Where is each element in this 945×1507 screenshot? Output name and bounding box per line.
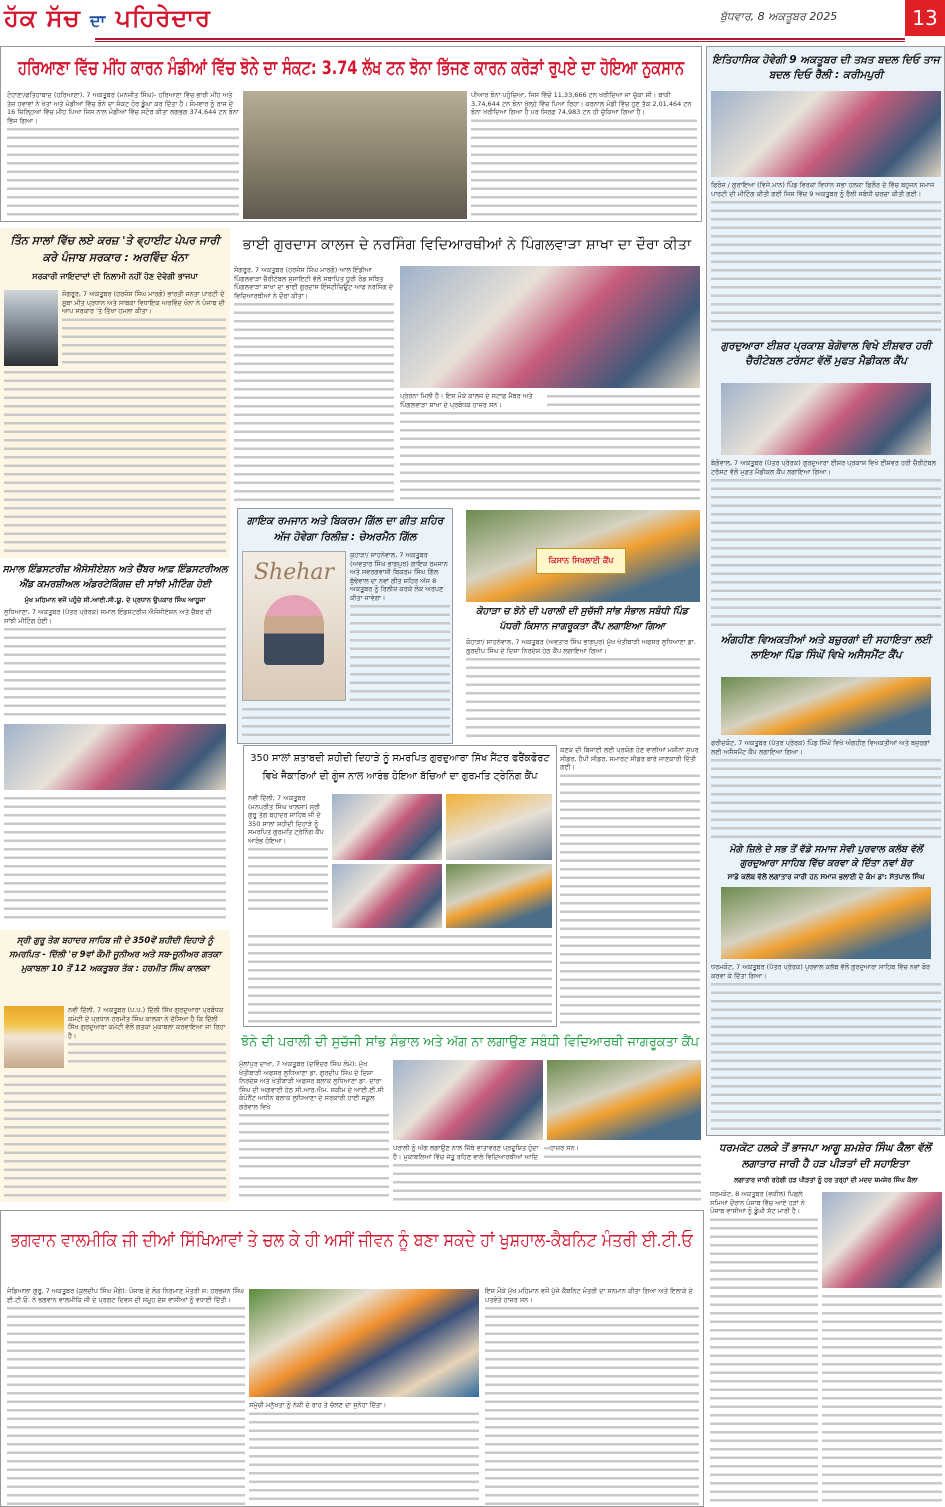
- headline: ਅੰਗਹੀਣ ਵਿਅਕਤੀਆਂ ਅਤੇ ਬਜ਼ੁਰਗਾਂ ਦੀ ਸਹਾਇਤਾ ਲਈ ਲਾਇਆ ਪਿੰਡ ਸਿੰਘੋਂ ਵਿਖੇ ਅਸੈਸਮੈਂਟ ਕੈਂਪ: [720, 634, 932, 661]
- article-body: [7, 91, 239, 219]
- article-lead-text: ਨਵੀਂ ਦਿੱਲੀ, 7 ਅਕਤੂਬਰ (ਪ.ਪ.) ਦਿੱਲੀ ਸਿੱਖ ਗੁਰਦੁਆਰਾ ਪ੍ਰਬੰਧਕ ਕਮੇਟੀ ਦੇ ਪ੍ਰਧਾਨ ਹਰਮੀਤ ਸਿੰਘ ਕਾਲਕਾ ਨੇ ਦੱਸਿਆ ਹੈ ਕਿ ਦਿੱਲੀ ਸਿੱਖ ਗੁਰਦੁਆਰਾ ਕਮੇਟੀ ਵੱਲੋਂ ਗਤਕਾ ਮੁਕਾਬਲਾ ਕਰਵਾਇਆ ਜਾ ਰਿਹਾ ਹੈ।: [68, 1006, 226, 1040]
- article-body-texture: [4, 368, 226, 554]
- article-body: [711, 739, 941, 839]
- article-body: [4, 608, 226, 720]
- article-khanna: [0, 228, 230, 558]
- headline: ਮੋਗੇ ਜ਼ਿਲੇ ਦੇ ਸਭ ਤੋਂ ਵੱਡੇ ਸਮਾਜ ਸੇਵੀ ਪੁਰਵਾਲ ਕਲੱਬ ਵੱਲੋਂ ਗੁਰਦੁਆਰਾ ਸਾਹਿਬ ਵਿੱਚ ਕਰਵਾ ਕੇ ਦਿੱਤਾ ਨਵਾਂ ਬੋਰ: [729, 844, 923, 869]
- article-body: [471, 91, 697, 219]
- headline: ਸਮਾਲ ਇੰਡਸਟਰੀਜ਼ ਐਸੋਸੀਏਸ਼ਨ ਅਤੇ ਚੈਂਬਰ ਆਫ਼ ਇੰਡਸਟਰੀਅਲ ਐਂਡ ਕਮਰਸ਼ੀਅਲ ਅੰਡਰਟੇਕਿੰਗਜ਼ ਦੀ ਸਾਂਝੀ ਮੀਟਿੰਗ ਹੋਈ: [2, 564, 228, 590]
- photo-kisan-camp: [466, 510, 700, 602]
- article-lead-text: ਫਰੀਦਕੋਟ, 7 ਅਕਤੂਬਰ (ਪੱਤਰ ਪ੍ਰੇਰਕ) ਪਿੰਡ ਸਿੰਘੋਂ ਵਿਖੇ ਅੰਗਹੀਣ ਵਿਅਕਤੀਆਂ ਅਤੇ ਬਜ਼ੁਰਗਾਂ ਲਈ ਅਸੈਸਮੈਂਟ ਕੈਂਪ ਲਗਾਇਆ ਗਿਆ।: [711, 739, 941, 756]
- headline: ਧਰਮਕੋਟ ਹਲਕੇ ਤੋਂ ਭਾਜਪਾ ਆਗੂ ਸ਼ਮਸ਼ੇਰ ਸਿੰਘ ਕੈਲਾ ਵੱਲੋਂ ਲਗਾਤਾਰ ਜਾਰੀ ਹੈ ਹੜ ਪੀੜਤਾਂ ਦੀ ਸਹਾਇਤਾ: [719, 1142, 931, 1170]
- headline: 350 ਸਾਲਾਂ ਸ਼ਤਾਬਦੀ ਸ਼ਹੀਦੀ ਦਿਹਾੜੇ ਨੂੰ ਸਮਰਪਿਤ ਗੁਰਦੁਆਰਾ ਸਿੱਖ ਸੈਂਟਰ ਫਰੈਂਕਫੋਰਟ ਵਿਖੇ ਜੈਕਾਰਿਆਂ ਦੀ ਗੂੰਜ ਨਾਲ ਆਰੰਭ ਹੋਇਆ ਬੱਚਿਆਂ ਦਾ ਗੁਰਮਤਿ ਟ੍ਰੇਨਿੰਗ ਕੈਂਪ: [250, 753, 550, 782]
- photo-camp-stage: [332, 794, 442, 860]
- headline: ਗਾਇਕ ਰਮਜਾਨ ਅਤੇ ਬਿਕਰਮ ਗਿੱਲ ਦਾ ਗੀਤ ਸ਼ਹਿਰ ਅੱਜ ਹੋਵੇਗਾ ਰਿਲੀਜ਼ : ਚੇਅਰਮੈਨ ਗਿੱਲ: [246, 515, 444, 543]
- logo-text: ਹੱਕ ਸੱਚ: [4, 4, 81, 32]
- photo-club-members: [721, 887, 931, 959]
- subheadline: ਲਗਾਤਾਰ ਜਾਰੀ ਰਹੇਗੀ ਹੜ ਪੀੜਤਾਂ ਨੂੰ ਹਰ ਤਰ੍ਹਾਂ ਦੀ ਮਦਦ ਸ਼ਮਸ਼ੇਰ ਸਿੰਘ ਕੈਲਾ: [734, 1176, 918, 1184]
- headline: ਭਾਈ ਗੁਰਦਾਸ ਕਾਲਜ ਦੇ ਨਰਸਿੰਗ ਵਿਦਿਆਰਥੀਆਂ ਨੇ ਪਿੰਗਲਵਾੜਾ ਸ਼ਾਖਾ ਦਾ ਦੌਰਾ ਕੀਤਾ: [242, 237, 692, 253]
- masthead-divider: [95, 38, 905, 42]
- article-body: [239, 1060, 389, 1172]
- newspaper-logo: [4, 4, 211, 32]
- page-number: 13: [905, 0, 945, 36]
- article-body-texture: [4, 794, 226, 924]
- article-lead-text: ਇਸ ਮੌਕੇ ਮੁੱਖ ਮਹਿਮਾਨ ਵਜੋਂ ਪੁੱਜੇ ਕੈਬਨਿਟ ਮੰਤਰੀ ਦਾ ਸਨਮਾਨ ਕੀਤਾ ਗਿਆ ਅਤੇ ਇਲਾਕੇ ਦੇ ਪਤਵੰਤੇ ਹਾਜ਼ਰ ਸਨ।: [485, 1287, 699, 1304]
- masthead: [0, 0, 945, 44]
- singer-image: [264, 595, 324, 665]
- photo-children: [332, 864, 442, 928]
- subheadline: ਸਰਕਾਰੀ ਜਾਇਦਾਦਾਂ ਦੀ ਨਿਲਾਮੀ ਨਹੀਂ ਹੋਣ ਦੇਵੇਗੀ ਭਾਜਪਾ: [32, 272, 198, 281]
- article-lead-text: ਧਰਮਕੋਟ, 7 ਅਕਤੂਬਰ (ਪੱਤਰ ਪ੍ਰੇਰਕ) ਪੁਰਵਾਲ ਕਲੱਬ ਵੱਲੋਂ ਗੁਰਦੁਆਰਾ ਸਾਹਿਬ ਵਿੱਚ ਨਵਾਂ ਬੋਰ ਕਰਵਾ ਕੇ ਦਿੱਤਾ ਗਿਆ।: [711, 963, 941, 980]
- article-body: [248, 794, 328, 914]
- logo-text: ਪਹਿਰੇਦਾਰ: [115, 4, 211, 32]
- headline: ਗੁਰਦੁਆਰਾ ਈਸ਼ਰ ਪ੍ਰਕਾਸ਼ ਬੇਗੋਵਾਲ ਵਿਖੇ ਈਸ਼ਵਰ ਹਰੀ ਚੈਰੀਟੇਬਲ ਟਰੱਸਟ ਵੱਲੋਂ ਮੁਫਤ ਮੈਡੀਕਲ ਕੈਂਪ: [720, 340, 932, 367]
- photo-industries-meeting: [4, 724, 226, 790]
- photo-assessment-camp: [721, 677, 931, 735]
- article-lead-text: ਜੰਡਿਆਲਾ ਗੁਰੂ, 7 ਅਕਤੂਬਰ (ਕੁਲਦੀਪ ਸਿੰਘ ਮੌਂਗੇ): ਪੰਜਾਬ ਦੇ ਲੋਕ ਨਿਰਮਾਣ ਮੰਤਰੀ ਸ: ਹਰਭਜਨ ਸਿੰਘ ਈ.ਟੀ.ਓ. ਨੇ ਭਗਵਾਨ ਵਾਲਮੀਕਿ ਜੀ ਦੇ ਪ੍ਰਗਟ ਦਿਵਸ ਦੀ ਸਮੂਹ ਦੇਸ਼ ਵਾਸੀਆਂ ਨੂੰ ਵਧਾਈ ਦਿੱਤੀ।: [7, 1287, 244, 1304]
- article-lead-text: ਸੰਗਰੂਰ, 7 ਅਕਤੂਬਰ (ਹਰਜੰਸ ਸਿੰਘ ਮਾਰਗੋ) ਆਲ ਇੰਡੀਆ ਪਿੰਗਲਵਾੜਾ ਚੈਰੀਟੇਬਲ ਸੁਸਾਇਟੀ ਵੱਲੋਂ ਸਥਾਪਿਤ ਧੂਰੀ ਰੋਡ ਸਥਿਤ ਪਿੰਗਲਵਾੜਾ ਸ਼ਾਖਾ ਦਾ ਭਾਈ ਗੁਰਦਾਸ ਇੰਸਟੀਚਿਊਟ ਆਫ ਨਰਸਿੰਗ ਦੇ ਵਿਦਿਆਰਥੀਆਂ ਨੇ ਦੌਰਾ ਕੀਤਾ।: [234, 266, 394, 300]
- right-column: [706, 46, 945, 1136]
- article-lead-text: ਟੋਹਾਣਾ/ਫਤਿਹਾਬਾਦ (ਹਰਿਆਣਾ), 7 ਅਕਤੂਬਰ (ਮਨਜੀਤ ਸਿੰਘ)- ਹਰਿਆਣਾ ਵਿੱਚ ਭਾਰੀ ਮੀਂਹ ਅਤੇ ਤੇਜ਼ ਹਵਾਵਾਂ ਨੇ ਖੇਤਾਂ ਅਤੇ ਮੰਡੀਆਂ ਵਿੱਚ ਝੋਨੇ ਦਾ ਸੰਕਟ ਹੋਰ ਡੂੰਘਾ ਕਰ ਦਿੱਤਾ ਹੈ। ਸੋਮਵਾਰ ਨੂੰ ਰਾਜ ਦੇ 16 ਜ਼ਿਲ੍ਹਿਆਂ ਵਿੱਚ ਮੀਂਹ ਪਿਆ ਜਿਸ ਨਾਲ ਮੰਡੀਆਂ ਵਿੱਚ ਸਟੋਰ ਕੀਤਾ ਲਗਭਗ 374,644 ਟਨ ਝੋਨਾ ਭਿੱਜ ਗਿਆ।: [7, 91, 239, 125]
- article-lead-text: ਸੰਗਰੂਰ, 7 ਅਕਤੂਬਰ (ਹਰਜੰਸ ਸਿੰਘ ਮਾਰਗੋ) ਭਾਰਤੀ ਜਨਤਾ ਪਾਰਟੀ ਦੇ ਸੂਬਾ ਮੀਤ ਪ੍ਰਧਾਨ ਅਤੇ ਸਾਬਕਾ ਵਿਧਾਇਕ ਅਰਵਿੰਦ ਖੰਨਾ ਨੇ ਪੰਜਾਬ ਦੀ ਆਪ ਸਰਕਾਰ 'ਤੇ ਤਿੱਖਾ ਹਮਲਾ ਕੀਤਾ।: [62, 290, 225, 315]
- photo-arvind-khanna: [4, 290, 58, 366]
- article-gurmat-camp: [243, 745, 557, 1027]
- photo-camp-speaker: [446, 794, 552, 860]
- article-body-texture: [822, 1292, 942, 1504]
- article-lead-text: ਪ੍ਰੇਰਨਾ ਮਿਲੀ ਹੈ। ਇਸ ਮੌਕੇ ਕਾਲਜ ਦੇ ਸਟਾਫ ਮੈਂਬਰ ਅਤੇ ਪਿੰਗਲਵਾੜਾ ਸ਼ਾਖਾ ਦੇ ਪ੍ਰਬੰਧਕ ਹਾਜ਼ਰ ਸਨ।: [400, 392, 547, 409]
- issue-date: ਬੁੱਧਵਾਰ, 8 ਅਕਤੂਬਰ 2025: [720, 10, 838, 23]
- poster-title: Shehar: [253, 560, 335, 585]
- photo-students-posters: [393, 1060, 543, 1140]
- headline: ਹਰਿਆਣਾ ਵਿੱਚ ਮੀਂਹ ਕਾਰਨ ਮੰਡੀਆਂ ਵਿੱਚ ਝੋਨੇ ਦਾ ਸੰਕਟ: 3.74 ਲੱਖ ਟਨ ਝੋਨਾ ਭਿੱਜਣ ਕਾਰਨ ਕਰੋੜਾਂ ਰੁਪਏ ਦਾ ਹੋਇਆ ਨੁਕਸਾਨ: [17, 57, 685, 79]
- article-body: [711, 459, 941, 627]
- subheadline: ਸਾਡੇ ਕਲੱਬ ਵੱਲੋਂ ਲਗਾਤਾਰ ਜਾਰੀ ਹਨ ਸਮਾਜ ਭਲਾਈ ਦੇ ਕੰਮ ਡਾ: ਸੱਤਪਾਲ ਸਿੰਘ: [727, 873, 925, 881]
- article-valmiki: [0, 1210, 704, 1507]
- article-industries: [0, 560, 230, 928]
- article-body: [485, 1287, 699, 1505]
- article-gatka: [0, 930, 230, 1202]
- article-student-camp: [237, 1030, 703, 1205]
- article-body: [710, 1190, 818, 1504]
- article-body: [466, 638, 700, 742]
- headline: ਸ੍ਰੀ ਗੁਰੂ ਤੇਗ ਬਹਾਦਰ ਸਾਹਿਬ ਜੀ ਦੇ 350ਵੇਂ ਸ਼ਹੀਦੀ ਦਿਹਾੜੇ ਨੂੰ ਸਮਰਪਿਤ - ਦਿੱਲੀ 'ਚ 9ਵਾਂ ਕੌਮੀ ਜੂਨੀਅਰ ਅਤੇ ਸਬ-ਜੂਨੀਅਰ ਗਤਕਾ ਮੁਕਾਬਲਾ 10 ਤੋਂ 12 ਅਕਤੂਬਰ ਤੱਕ : ਹਰਮੀਤ ਸਿੰਘ ਕਾਲਕਾ: [9, 936, 221, 974]
- photo-wet-paddy-sacks: [243, 91, 467, 219]
- photo-sangat: [446, 864, 552, 928]
- headline: ਤਿੰਨ ਸਾਲਾਂ ਵਿੱਚ ਲਏ ਕਰਜ਼ 'ਤੇ ਵ੍ਹਾਈਟ ਪੇਪਰ ਜਾਰੀ ਕਰੇ ਪੰਜਾਬ ਸਰਕਾਰ : ਅਰਵਿੰਦ ਖੰਨਾ: [10, 234, 220, 264]
- headline: ਕੋਹਾੜਾ ਚ ਝੋਨੇ ਦੀ ਪਰਾਲੀ ਦੀ ਸੁਚੱਜੀ ਸਾਂਭ ਸੰਭਾਲ ਸਬੰਧੀ ਪਿੰਡ ਪੱਧਰੀ ਕਿਸਾਨ ਜਾਗਰੂਕਤਾ ਕੈਂਪ ਲਗਾਇਆ ਗਿਆ: [475, 606, 689, 632]
- article-lead-text: ਕਣਕ ਦੀ ਬਿਜਾਈ ਲਈ ਪ੍ਰਯੋਗ ਹੋਣ ਵਾਲੀਆਂ ਮਸ਼ੀਨਾਂ ਸੁਪਰ ਸੀਡਰ, ਹੈਪੀ ਸੀਡਰ, ਸਮਾਰਟ ਸੀਡਰ ਬਾਰੇ ਜਾਣਕਾਰੀ ਦਿੱਤੀ ਗਈ।: [560, 746, 699, 771]
- headline: ਇਤਿਹਾਸਿਕ ਹੋਵੇਗੀ 9 ਅਕਤੂਬਰ ਦੀ ਤਖ਼ਤ ਬਦਲ ਦਿਓ ਤਾਜ ਬਦਲ ਦਿਓ ਰੈਲੀ : ਕਰੀਮਪੁਰੀ: [712, 54, 940, 81]
- camp-banner: ਕਿਸਾਨ ਸਿਖਲਾਈ ਕੈਂਪ: [536, 548, 626, 574]
- article-body: [68, 1006, 226, 1068]
- article-nursing: [232, 228, 702, 506]
- article-body: [400, 392, 700, 504]
- article-lead-text: ਫਿਰੋਜ਼ / ਗੁਰਾਇਆ (ਵਿਜੇ ਮਾਨ) ਪਿੰਡ ਵਿਰਕਾਂ ਵਿਧਾਨ ਸਭਾ ਹਲਕਾ ਫਿਲੌਰ ਦੇ ਵਿੱਚ ਬਹੁਜਨ ਸਮਾਜ ਪਾਰਟੀ ਦੀ ਮੀਟਿੰਗ ਕੀਤੀ ਗਈ ਜਿਸ ਵਿੱਚ 9 ਅਕਤੂਬਰ ਨੂੰ ਰੈਲੀ ਸਬੰਧੀ ਚਰਚਾ ਕੀਤੀ ਗਈ।: [711, 181, 941, 198]
- article-body: [234, 266, 394, 504]
- article-body: [7, 1287, 245, 1505]
- article-body-texture: [242, 705, 450, 741]
- article-body: [62, 290, 226, 366]
- article-body: [350, 551, 450, 701]
- article-lead-text: ਨਵੀਂ ਦਿੱਲੀ, 7 ਅਕਤੂਬਰ (ਮਨਪ੍ਰੀਤ ਸਿੰਘ ਖਾਲਸਾ) ਸ੍ਰੀ ਗੁਰੂ ਤੇਗ ਬਹਾਦਰ ਸਾਹਿਬ ਜੀ ਦੇ 350 ਸਾਲਾਂ ਸ਼ਹੀਦੀ ਦਿਹਾੜੇ ਨੂੰ ਸਮਰਪਿਤ ਗੁਰਮਤਿ ਟ੍ਰੇਨਿੰਗ ਕੈਂਪ ਆਰੰਭ ਹੋਇਆ।: [248, 794, 328, 845]
- song-poster: [242, 551, 346, 701]
- article-body-texture: [248, 932, 552, 1024]
- article-body: [711, 963, 941, 1133]
- photo-kaila-leaders: [822, 1192, 942, 1288]
- article-lead-text: ਕੋਹਾੜਾ/ ਸਾਹਨੇਵਾਲ, 7 ਅਕਤੂਬਰ (ਅਵਤਾਰ ਸਿੰਘ ਭਾਗਪੁਰ) ਮੁੱਖ ਖੇਤੀਬਾੜੀ ਅਫਸਰ ਲੁਧਿਆਣਾ ਡਾ. ਗੁਰਦੀਪ ਸਿੰਘ ਦੇ ਦਿਸ਼ਾ ਨਿਰਦੇਸ਼ ਹੇਠ ਕੈਂਪ ਲਗਾਇਆ ਗਿਆ।: [466, 638, 700, 655]
- logo-text: ਦਾ: [89, 11, 107, 30]
- headline: ਭਗਵਾਨ ਵਾਲਮੀਕਿ ਜੀ ਦੀਆਂ ਸਿੱਖਿਆਵਾਂ ਤੇ ਚਲ ਕੇ ਹੀ ਅਸੀਂ ਜੀਵਨ ਨੂੰ ਬਣਾ ਸਕਦੇ ਹਾਂ ਖੁਸ਼ਹਾਲ-ਕੈਬਨਿਟ ਮੰਤਰੀ ਈ.ਟੀ.ਓ: [10, 1230, 694, 1251]
- photo-students-group: [547, 1060, 701, 1140]
- subheadline: ਮੁੱਖ ਮਹਿਮਾਨ ਵਜੋਂ ਪਹੁੰਚੇ ਸੀ.ਆਈ.ਸੀ.ਯੂ. ਦੇ ਪ੍ਰਧਾਨ ਉਪਕਾਰ ਸਿੰਘ ਆਹੂਜਾ: [24, 596, 206, 604]
- article-paddy-crisis: [0, 46, 702, 222]
- article-lead-text: ਕੁਹਾੜਾ/ ਸਾਹਨੇਵਾਲ, 7 ਅਕਤੂਬਰ (ਅਵਤਾਰ ਸਿੰਘ ਭਾਗਪੁਰ) ਗਾਇਕ ਰਮਜਾਨ ਅਤੇ ਸਵਰਗਵਾਸੀ ਬਿਕਰਮ ਸਿੰਘ ਗਿੱਲ ਬੁੱਢੇਵਾਲ ਦਾ ਨਵਾਂ ਗੀਤ ਸ਼ਹਿਰ ਅੱਜ 8 ਅਕਤੂਬਰ ਨੂੰ ਰਿਲੀਜ਼ ਕਰਕੇ ਲੋਕ ਅਰਪਣ ਕੀਤਾ ਜਾਵੇਗਾ।: [350, 551, 450, 602]
- photo-rally-meeting: [711, 91, 941, 177]
- photo-nursing-students: [400, 266, 700, 388]
- article-song-release: [237, 508, 453, 744]
- article-body: [560, 746, 700, 1026]
- photo-minister-felicitation: [249, 1289, 479, 1397]
- article-body-texture: [4, 1072, 226, 1198]
- article-body: [393, 1144, 701, 1202]
- article-body: [711, 181, 941, 331]
- article-lead-text: ਲੁਧਿਆਣਾ, 7 ਅਕਤੂਬਰ (ਪੱਤਰ ਪ੍ਰੇਰਕ) ਸਮਾਲ ਇੰਡਸਟਰੀਜ਼ ਐਸੋਸੀਏਸ਼ਨ ਅਤੇ ਚੈਂਬਰ ਦੀ ਸਾਂਝੀ ਮੀਟਿੰਗ ਹੋਈ।: [4, 608, 226, 625]
- article-lead-text: ਪਰਾਲੀ ਨੂੰ ਅੱਗ ਲਗਾਉਣ ਨਾਲ ਜਿੱਥੇ ਵਾਤਾਵਰਣ ਪ੍ਰਦੂਸ਼ਿਤ ਹੁੰਦਾ ਹੈ। ਮੁਕਾਬਲਿਆਂ ਵਿੱਚ ਜੇਤੂ ਰਹਿਣ ਵਾਲੇ ਵਿਦਿਆਰਥੀਆਂ ਆਦਿ ਹਾਜ਼ਰ ਸਨ।: [393, 1144, 701, 1161]
- photo-harmeet-singh-kalka: [4, 1006, 64, 1068]
- article-body-texture: [239, 1174, 389, 1202]
- headline: ਝੋਨੇ ਦੀ ਪਰਾਲੀ ਦੀ ਸੁਚੱਜੀ ਸਾਂਭ ਸੰਭਾਲ ਅਤੇ ਅੱਗ ਨਾ ਲਗਾਉਣ ਸਬੰਧੀ ਵਿਦਿਆਰਥੀ ਜਾਗਰੂਕਤਾ ਕੈਂਪ: [240, 1035, 700, 1050]
- photo-medical-camp: [721, 383, 931, 455]
- article-lead-text: ਮੁੱਲਾਂਪੁਰ ਦਾਖਾ, 7 ਅਕਤੂਬਰ (ਦਵਿੰਦਰ ਸਿੰਘ ਲੰਮੇ): ਮੁੱਖ ਖੇਤੀਬਾੜੀ ਅਫਸਰ ਲੁਧਿਆਣਾ ਡਾ. ਗੁਰਦੀਪ ਸਿੰਘ ਦੇ ਦਿਸ਼ਾ ਨਿਰਦੇਸ਼ ਅਤੇ ਖੇਤੀਬਾੜੀ ਅਫਸਰ ਬਲਾਕ ਲੁਧਿਆਣਾ ਡਾ. ਦਾਰਾ ਸਿੰਘ ਦੀ ਅਗਵਾਈ ਹੇਠ ਸੀ.ਆਰ.ਐਮ. ਸਕੀਮ ਦੇ ਆਈ.ਈ.ਸੀ ਕੰਪੋਨੈਂਟ ਅਧੀਨ ਬਲਾਕ ਲੁਧਿਆਣਾ ਦੇ ਸਰਕਾਰੀ ਹਾਈ ਸਕੂਲ ਗਰੇਵਾਲ ਵਿਖੇ: [239, 1060, 389, 1111]
- article-lead-text: ਸਮੁੱਚੀ ਮਨੁੱਖਤਾ ਨੂੰ ਨੇਕੀ ਦੇ ਰਾਹ ਤੇ ਚੱਲਣ ਦਾ ਸੁਨੇਹਾ ਦਿੱਤਾ।: [249, 1401, 479, 1410]
- article-body: [249, 1401, 479, 1505]
- article-lead-text: ਧਰਮਕੋਟ, 8 ਅਕਤੂਬਰ (ਵਕੀਲ) ਪਿਛਲੇ ਸਮਿਆਂ ਦੌਰਾਨ ਪੰਜਾਬ ਵਿੱਚ ਆਏ ਹੜਾਂ ਨੇ ਪੰਜਾਬ ਵਾਸੀਆਂ ਨੂੰ ਡੂੰਘੀ ਸੱਟ ਮਾਰੀ ਹੈ।: [710, 1190, 818, 1216]
- article-lead-text: ਬੇਗੋਵਾਲ, 7 ਅਕਤੂਬਰ (ਪੱਤਰ ਪ੍ਰੇਰਕ) ਗੁਰਦੁਆਰਾ ਈਸ਼ਰ ਪ੍ਰਕਾਸ਼ ਵਿਖੇ ਈਸ਼ਵਰ ਹਰੀ ਚੈਰੀਟੇਬਲ ਟਰੱਸਟ ਵੱਲੋਂ ਮੁਫ਼ਤ ਮੈਡੀਕਲ ਕੈਂਪ ਲਗਾਇਆ ਗਿਆ।: [711, 459, 941, 476]
- article-lead-text: ਪੀਆਰ ਝੋਨਾ ਪਹੁੰਚਿਆ, ਜਿਸ ਵਿੱਚੋਂ 11,33,666 ਟਨ ਖਰੀਦਿਆ ਜਾ ਚੁੱਕਾ ਸੀ। ਬਾਕੀ 3,74,644 ਟਨ ਝੋਨਾ ਖੁੱਲ੍ਹੇ ਵਿੱਚ ਪਿਆ ਰਿਹਾ। ਕਰਨਾਲ ਮੰਡੀ ਵਿੱਚ ਹੁਣ ਤੱਕ 2,01,464 ਟਨ ਝੋਨਾ ਖਰੀਦਿਆ ਗਿਆ ਹੈ ਪਰ ਸਿਰਫ਼ 74,983 ਟਨ ਹੀ ਚੁੱਕਿਆ ਗਿਆ ਹੈ।: [471, 91, 697, 117]
- article-kaila: [706, 1136, 945, 1507]
